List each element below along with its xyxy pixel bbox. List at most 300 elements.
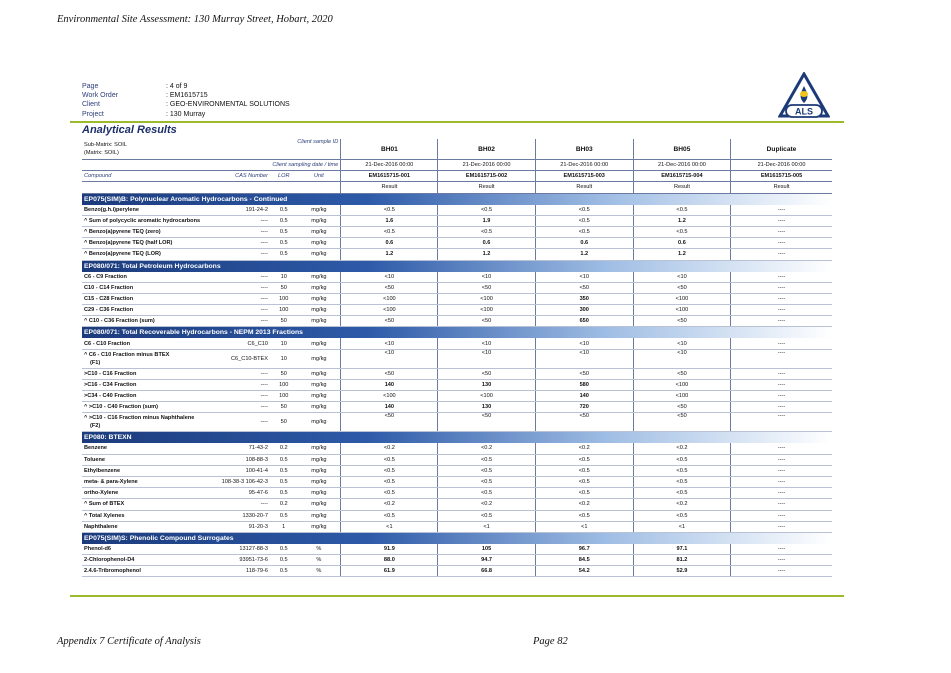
compound-name	[82, 368, 217, 379]
result-value: 1.2	[633, 215, 730, 226]
result-value: 97.1	[633, 544, 730, 555]
result-value: <0.5	[633, 205, 730, 216]
result-value: ----	[731, 215, 832, 226]
compound-name	[82, 316, 217, 327]
compound-name-text: 2-Chlorophenol-D4	[84, 557, 135, 564]
group-title: EP080/071: Total Petroleum Hydrocarbons	[82, 260, 832, 272]
result-value: <0.5	[341, 465, 438, 476]
compound-name-text: C6 - C10 Fraction	[84, 340, 131, 347]
meta-value: : 4 of 9	[166, 83, 188, 90]
compound-name	[82, 454, 217, 465]
cas-number: 100-41-4	[217, 465, 270, 476]
compound-name-text: ^ C6 - C10 Fraction minus BTEX	[84, 351, 170, 358]
result-label: Result	[731, 182, 832, 193]
lor-value: 10	[270, 272, 297, 283]
meta-row	[82, 110, 290, 119]
cas-number: ----	[217, 316, 270, 327]
table-row	[82, 391, 832, 402]
lor-value: 0.2	[270, 443, 297, 454]
result-value: 54.2	[535, 566, 633, 577]
compound-name	[82, 443, 217, 454]
compound-name-text: >C34 - C40 Fraction	[84, 393, 137, 400]
unit-value: mg/kg	[297, 238, 340, 249]
unit-value: mg/kg	[297, 215, 340, 226]
result-value: <100	[341, 391, 438, 402]
meta-value: : 130 Murray	[166, 110, 206, 118]
lor-value: 0.5	[270, 454, 297, 465]
result-value: ----	[731, 521, 832, 532]
result-value: <0.5	[438, 476, 535, 487]
table-row	[82, 443, 832, 454]
compound-name-suffix: (F1)	[90, 359, 101, 366]
result-value: 1.2	[341, 249, 438, 260]
cas-number: 191-24-2	[217, 205, 270, 216]
compound-name-suffix: (F2)	[90, 423, 101, 430]
result-value: <0.2	[633, 443, 730, 454]
meta-row	[82, 82, 290, 91]
result-value: ----	[731, 205, 832, 216]
result-value: 130	[438, 379, 535, 390]
cas-number: ----	[217, 215, 270, 226]
table-row	[82, 544, 832, 555]
unit-value: mg/kg	[297, 476, 340, 487]
table-row	[82, 238, 832, 249]
table-row	[82, 521, 832, 532]
unit-value: mg/kg	[297, 249, 340, 260]
result-value: <0.5	[341, 476, 438, 487]
result-value: <100	[438, 293, 535, 304]
table-row	[82, 349, 832, 368]
submatrix-cell	[82, 139, 270, 160]
result-value: <0.5	[535, 488, 633, 499]
result-value: ----	[731, 499, 832, 510]
unit-value: mg/kg	[297, 413, 340, 432]
result-value: <0.2	[535, 499, 633, 510]
compound-name-text: C29 - C36 Fraction	[84, 307, 134, 314]
meta-value: : EM1615715	[166, 92, 208, 100]
result-value: ----	[731, 465, 832, 476]
result-value: ----	[731, 413, 832, 432]
compound-name	[82, 391, 217, 402]
client-sample-id-label: Client sample ID	[270, 139, 341, 160]
cas-number: ----	[217, 249, 270, 260]
result-value: <50	[341, 282, 438, 293]
meta-key: Page	[82, 83, 99, 90]
result-value: <0.5	[535, 510, 633, 521]
result-value: <50	[341, 316, 438, 327]
bottom-divider	[70, 595, 844, 597]
lor-value: 50	[270, 402, 297, 413]
unit-value: mg/kg	[297, 379, 340, 390]
compound-name-text: meta- & para-Xylene	[84, 479, 138, 486]
als-logo	[778, 72, 830, 122]
result-value: <1	[438, 521, 535, 532]
lor-value: 0.5	[270, 544, 297, 555]
meta-value: : GEO-ENVIRONMENTAL SOLUTIONS	[166, 101, 290, 109]
result-value: <50	[341, 413, 438, 432]
unit-value: mg/kg	[297, 465, 340, 476]
report-meta	[82, 82, 290, 119]
sample-id: BH03	[535, 139, 633, 160]
logo-text: ALS	[795, 106, 813, 117]
result-value: <100	[438, 391, 535, 402]
result-value: <10	[438, 272, 535, 283]
unit-value: mg/kg	[297, 454, 340, 465]
submatrix-label: Sub-Matrix: SOIL	[84, 142, 127, 148]
top-divider	[70, 121, 844, 123]
table-row	[82, 488, 832, 499]
result-value: <50	[438, 413, 535, 432]
result-value: ----	[731, 488, 832, 499]
result-value: <0.5	[438, 226, 535, 237]
unit-value: %	[297, 555, 340, 566]
lab-id: EM1615715-002	[438, 171, 535, 182]
result-value: 84.5	[535, 555, 633, 566]
compound-name	[82, 476, 217, 487]
result-value: <10	[535, 272, 633, 283]
unit-value: mg/kg	[297, 349, 340, 368]
result-value: <0.5	[535, 215, 633, 226]
result-value: <10	[341, 349, 438, 368]
sampling-date-label: Client sampling date / time	[82, 160, 341, 171]
lab-id: EM1615715-005	[731, 171, 832, 182]
result-value: <100	[633, 379, 730, 390]
result-value: 1.9	[438, 215, 535, 226]
table-row	[82, 282, 832, 293]
result-value: ----	[731, 282, 832, 293]
result-value: ----	[731, 338, 832, 349]
compound-name	[82, 305, 217, 316]
lor-value: 100	[270, 379, 297, 390]
table-row	[82, 566, 832, 577]
group-title: EP080: BTEXN	[82, 432, 832, 444]
result-value: 1.2	[535, 249, 633, 260]
result-value: 140	[341, 402, 438, 413]
table-row	[82, 293, 832, 304]
cas-number: C6_C10-BTEX	[217, 349, 270, 368]
result-value: 105	[438, 544, 535, 555]
lor-value: 1	[270, 521, 297, 532]
result-value: <0.2	[438, 443, 535, 454]
result-value: <0.5	[633, 510, 730, 521]
result-value: <0.2	[341, 499, 438, 510]
meta-row	[82, 100, 290, 109]
cas-number: ----	[217, 402, 270, 413]
unit-value: %	[297, 566, 340, 577]
lor-value: 100	[270, 305, 297, 316]
result-value: <100	[633, 305, 730, 316]
result-value: <0.5	[341, 510, 438, 521]
meta-key: Client	[82, 101, 100, 109]
result-value: ----	[731, 316, 832, 327]
lor-value: 0.5	[270, 510, 297, 521]
result-value: <0.5	[438, 454, 535, 465]
lor-value: 0.5	[270, 488, 297, 499]
sample-id: BH01	[341, 139, 438, 160]
compound-name	[82, 510, 217, 521]
unit-value: mg/kg	[297, 305, 340, 316]
lab-id: EM1615715-003	[535, 171, 633, 182]
result-value: 130	[438, 402, 535, 413]
cas-number: ----	[217, 293, 270, 304]
result-value: <50	[633, 282, 730, 293]
result-value: <1	[341, 521, 438, 532]
unit-value: mg/kg	[297, 226, 340, 237]
compound-name-text: C15 - C28 Fraction	[84, 295, 134, 302]
result-value: <10	[341, 272, 438, 283]
result-value: <10	[633, 338, 730, 349]
meta-key: Work Order	[82, 92, 119, 100]
result-row-spacer	[82, 182, 341, 193]
result-value: 1.2	[438, 249, 535, 260]
compound-name	[82, 338, 217, 349]
unit-value: mg/kg	[297, 510, 340, 521]
lor-value: 50	[270, 413, 297, 432]
result-value: <10	[535, 349, 633, 368]
compound-name-text: C6 - C9 Fraction	[84, 273, 127, 280]
result-value: ----	[731, 293, 832, 304]
group-header	[82, 193, 832, 205]
result-value: ----	[731, 305, 832, 316]
result-value: ----	[731, 379, 832, 390]
cas-number: 13127-88-3	[217, 544, 270, 555]
cas-number: ----	[217, 499, 270, 510]
unit-value: mg/kg	[297, 293, 340, 304]
lor-value: 10	[270, 349, 297, 368]
group-title: EP075(SIM)B: Polynuclear Aromatic Hydrocarbons - Continued	[82, 193, 832, 205]
result-value: ----	[731, 555, 832, 566]
result-value: 350	[535, 293, 633, 304]
result-value: <50	[438, 368, 535, 379]
footer-left: Appendix 7 Certificate of Analysis	[57, 636, 201, 647]
compound-name-text: ortho-Xylene	[84, 490, 119, 497]
result-value: <10	[341, 338, 438, 349]
result-value: ----	[731, 349, 832, 368]
result-value: <0.2	[438, 499, 535, 510]
cas-number: ----	[217, 368, 270, 379]
results-table	[82, 139, 832, 577]
table-row	[82, 454, 832, 465]
compound-name-text: ^ Sum of BTEX	[84, 501, 125, 508]
group-title: EP080/071: Total Recoverable Hydrocarbons - NEPM 2013 Fractions	[82, 327, 832, 339]
compound-name	[82, 349, 217, 368]
unit-value: mg/kg	[297, 282, 340, 293]
meta-key: Project	[82, 110, 104, 118]
result-value: <0.5	[341, 226, 438, 237]
compound-name-text: Toluene	[84, 456, 106, 463]
cas-number: 108-88-3	[217, 454, 270, 465]
result-value: <0.5	[438, 510, 535, 521]
unit-value: mg/kg	[297, 499, 340, 510]
table-row	[82, 368, 832, 379]
result-value: ----	[731, 443, 832, 454]
result-value: 140	[535, 391, 633, 402]
lor-value: 50	[270, 316, 297, 327]
unit-value: %	[297, 544, 340, 555]
result-value: <0.5	[535, 476, 633, 487]
lor-value: 50	[270, 368, 297, 379]
cas-col-header: CAS Number	[217, 171, 270, 182]
lor-value: 0.5	[270, 249, 297, 260]
cas-number: 93951-73-6	[217, 555, 270, 566]
cas-number: ----	[217, 238, 270, 249]
result-value: 88.0	[341, 555, 438, 566]
result-label: Result	[633, 182, 730, 193]
compound-name	[82, 379, 217, 390]
group-header	[82, 532, 832, 544]
result-value: 94.7	[438, 555, 535, 566]
compound-name-text: C10 - C14 Fraction	[84, 284, 134, 291]
result-value: <0.5	[438, 205, 535, 216]
table-row	[82, 476, 832, 487]
compound-name-text: >C16 - C34 Fraction	[84, 381, 137, 388]
result-value: <1	[633, 521, 730, 532]
lor-value: 0.5	[270, 238, 297, 249]
compound-name	[82, 521, 217, 532]
result-value: 52.9	[633, 566, 730, 577]
compound-name	[82, 205, 217, 216]
result-value: 0.6	[633, 238, 730, 249]
compound-name	[82, 499, 217, 510]
result-value: <50	[535, 282, 633, 293]
compound-name	[82, 249, 217, 260]
result-value: <50	[535, 413, 633, 432]
meta-row	[82, 91, 290, 100]
compound-name-text: Benzene	[84, 445, 108, 452]
table-row	[82, 316, 832, 327]
cas-number: 71-43-2	[217, 443, 270, 454]
result-value: 0.6	[341, 238, 438, 249]
result-value: ----	[731, 544, 832, 555]
group-title: EP075(SIM)S: Phenolic Compound Surrogates	[82, 532, 832, 544]
compound-name	[82, 555, 217, 566]
lor-value: 0.5	[270, 215, 297, 226]
result-value: <50	[438, 282, 535, 293]
result-value: <50	[633, 413, 730, 432]
result-value: 81.2	[633, 555, 730, 566]
cas-number: ----	[217, 272, 270, 283]
lor-value: 0.5	[270, 226, 297, 237]
unit-value: mg/kg	[297, 488, 340, 499]
lor-value: 0.5	[270, 465, 297, 476]
result-value: ----	[731, 454, 832, 465]
result-value: ----	[731, 368, 832, 379]
compound-name	[82, 226, 217, 237]
result-value: <50	[633, 368, 730, 379]
unit-value: mg/kg	[297, 443, 340, 454]
compound-name-text: ^ Benzo(a)pyrene TEQ (LOR)	[84, 251, 161, 258]
result-value: <50	[341, 368, 438, 379]
result-label: Result	[341, 182, 438, 193]
result-value: <0.5	[633, 226, 730, 237]
lor-value: 10	[270, 338, 297, 349]
compound-name	[82, 293, 217, 304]
table-row	[82, 555, 832, 566]
lor-value: 100	[270, 293, 297, 304]
result-value: 1.2	[633, 249, 730, 260]
result-value: <0.2	[535, 443, 633, 454]
lor-value: 50	[270, 282, 297, 293]
cas-number: C6_C10	[217, 338, 270, 349]
table-row	[82, 510, 832, 521]
sample-date: 21-Dec-2016 00:00	[438, 160, 535, 171]
unit-value: mg/kg	[297, 368, 340, 379]
result-value: 0.6	[535, 238, 633, 249]
group-header	[82, 432, 832, 444]
compound-name-text: ^ Total Xylenes	[84, 512, 125, 519]
table-row	[82, 465, 832, 476]
compound-name	[82, 272, 217, 283]
compound-name-text: ^ Sum of polycyclic aromatic hydrocarbons	[84, 217, 201, 224]
table-row	[82, 226, 832, 237]
result-value: 650	[535, 316, 633, 327]
table-row	[82, 305, 832, 316]
unit-value: mg/kg	[297, 205, 340, 216]
unit-value: mg/kg	[297, 272, 340, 283]
result-value: <10	[438, 338, 535, 349]
compound-name	[82, 413, 217, 432]
result-value: <0.5	[633, 465, 730, 476]
result-value: ----	[731, 226, 832, 237]
compound-name	[82, 544, 217, 555]
group-header	[82, 327, 832, 339]
sample-date: 21-Dec-2016 00:00	[633, 160, 730, 171]
result-value: 720	[535, 402, 633, 413]
cas-number: ----	[217, 413, 270, 432]
unit-col-header: Unit	[297, 171, 340, 182]
compound-name-text: 2.4.6-Tribromophenol	[84, 568, 141, 575]
sample-id: Duplicate	[731, 139, 832, 160]
result-value: ----	[731, 391, 832, 402]
cas-number: 108-38-3 106-42-3	[217, 476, 270, 487]
sample-date: 21-Dec-2016 00:00	[731, 160, 832, 171]
result-value: ----	[731, 249, 832, 260]
table-row	[82, 272, 832, 283]
compound-name	[82, 282, 217, 293]
result-value: ----	[731, 510, 832, 521]
result-value: <100	[438, 305, 535, 316]
table-row	[82, 249, 832, 260]
sample-date: 21-Dec-2016 00:00	[341, 160, 438, 171]
result-value: 91.9	[341, 544, 438, 555]
lor-value: 0.5	[270, 205, 297, 216]
cas-number: ----	[217, 282, 270, 293]
footer-page-number: Page 82	[533, 636, 568, 647]
compound-name	[82, 566, 217, 577]
table-row	[82, 379, 832, 390]
result-value: <50	[535, 368, 633, 379]
result-value: <50	[633, 402, 730, 413]
compound-name-text: Benzo(g.h.i)perylene	[84, 206, 140, 213]
compound-name-text: ^ >C10 - C16 Fraction minus Naphthalene	[84, 415, 195, 422]
result-value: ----	[731, 402, 832, 413]
table-row	[82, 215, 832, 226]
result-value: ----	[731, 272, 832, 283]
result-value: <100	[341, 305, 438, 316]
result-value: 140	[341, 379, 438, 390]
lab-id: EM1615715-004	[633, 171, 730, 182]
sample-id: BH05	[633, 139, 730, 160]
unit-value: mg/kg	[297, 391, 340, 402]
compound-name-text: Ethylbenzene	[84, 467, 121, 474]
result-value: <10	[633, 272, 730, 283]
cas-number: ----	[217, 305, 270, 316]
cas-number: ----	[217, 379, 270, 390]
result-value: <0.5	[341, 454, 438, 465]
lor-value: 0.5	[270, 476, 297, 487]
result-value: 0.6	[438, 238, 535, 249]
result-value: <0.5	[633, 488, 730, 499]
